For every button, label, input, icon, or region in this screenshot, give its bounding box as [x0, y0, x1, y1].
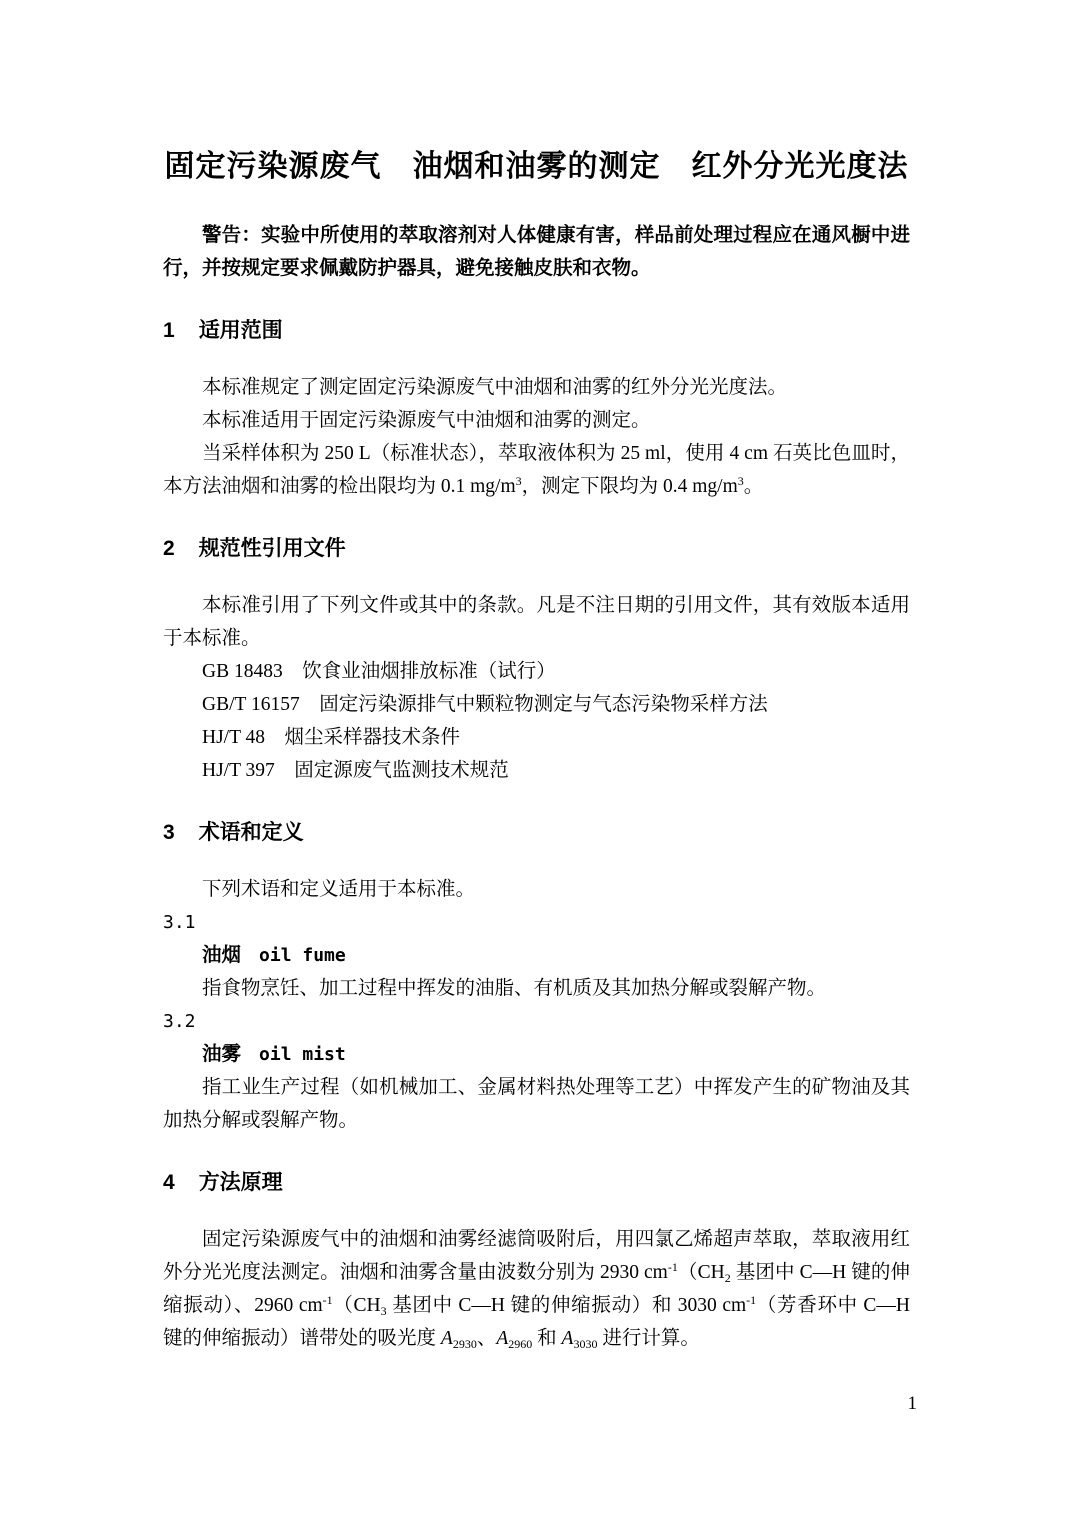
warning-paragraph: 警告：实验中所使用的萃取溶剂对人体健康有害，样品前处理过程应在通风橱中进行，并按规定要求佩戴防护器具，避免接触皮肤和衣物。	[163, 224, 910, 279]
paragraph: 本标准规定了测定固定污染源废气中油烟和油雾的红外分光光度法。	[202, 377, 788, 398]
paragraph: 当采样体积为 250 L（标准状态），萃取液体积为 25 ml，使用 4 cm 石英比色皿时，本方法油烟和油雾的检出限均为 0.1 $mg/m^3$，测定下限均为 0.4 $mg/m^3$。	[163, 443, 910, 497]
term-line: 油烟 oil fume	[202, 944, 346, 966]
paragraph: 指食物烹饪、加工过程中挥发的油脂、有机质及其加热分解或裂解产物。	[202, 978, 827, 999]
paragraph: 本标准适用于固定污染源废气中油烟和油雾的测定。	[202, 410, 651, 431]
section-heading	[163, 314, 910, 347]
paragraph: 本标准引用了下列文件或其中的条款。凡是不注日期的引用文件，其有效版本适用于本标准。	[163, 595, 910, 649]
section-heading	[163, 816, 910, 849]
section-heading	[163, 532, 910, 565]
sections	[163, 314, 910, 1355]
section-1	[163, 314, 910, 503]
term-line: 油雾 oil mist	[202, 1043, 346, 1065]
section-number: 2	[163, 537, 175, 560]
clause-number: 3.2	[163, 1011, 196, 1032]
section-number: 4	[163, 1171, 175, 1194]
paragraph: 指工业生产过程（如机械加工、金属材料热处理等工艺）中挥发产生的矿物油及其加热分解或裂解产物。	[163, 1077, 910, 1131]
section-title: 适用范围	[198, 319, 283, 342]
section-2	[163, 532, 910, 787]
paragraph: 固定污染源废气中的油烟和油雾经滤筒吸附后，用四氯乙烯超声萃取，萃取液用红外分光光度法测定。油烟和油雾含量由波数分别为 2930 $cm^{-1}(CH2$ 基团中 C—H 键的伸缩振动）、2960 $cm^{-1}(CH3$ 基团中 C—H 键的伸缩振动）和 3030 $cm^{-1}$（芳香环中 C—H 键的伸缩振动）谱带处的吸光度 A2930、A2960 和 A3030 进行计算。	[163, 1229, 911, 1351]
section-title: 规范性引用文件	[198, 537, 346, 560]
reference-item: GB/T 16157 固定污染源排气中颗粒物测定与气态污染物采样方法	[202, 694, 768, 715]
section-number: 1	[163, 319, 175, 342]
section-number: 3	[163, 821, 175, 844]
clause-number: 3.1	[163, 912, 196, 933]
page-number: 1	[907, 1393, 917, 1414]
section-title: 方法原理	[198, 1171, 283, 1194]
reference-item: HJ/T 397 固定源废气监测技术规范	[202, 760, 509, 781]
paragraph: 下列术语和定义适用于本标准。	[202, 879, 476, 900]
reference-item: HJ/T 48 烟尘采样器技术条件	[202, 727, 461, 748]
section-3	[163, 816, 910, 1137]
document-title: 固定污染源废气 油烟和油雾的测定 红外分光光度法	[164, 150, 909, 183]
section-4	[163, 1166, 910, 1355]
section-heading	[163, 1166, 910, 1199]
section-title: 术语和定义	[198, 821, 304, 844]
reference-item: GB 18483 饮食业油烟排放标准（试行）	[202, 661, 556, 682]
